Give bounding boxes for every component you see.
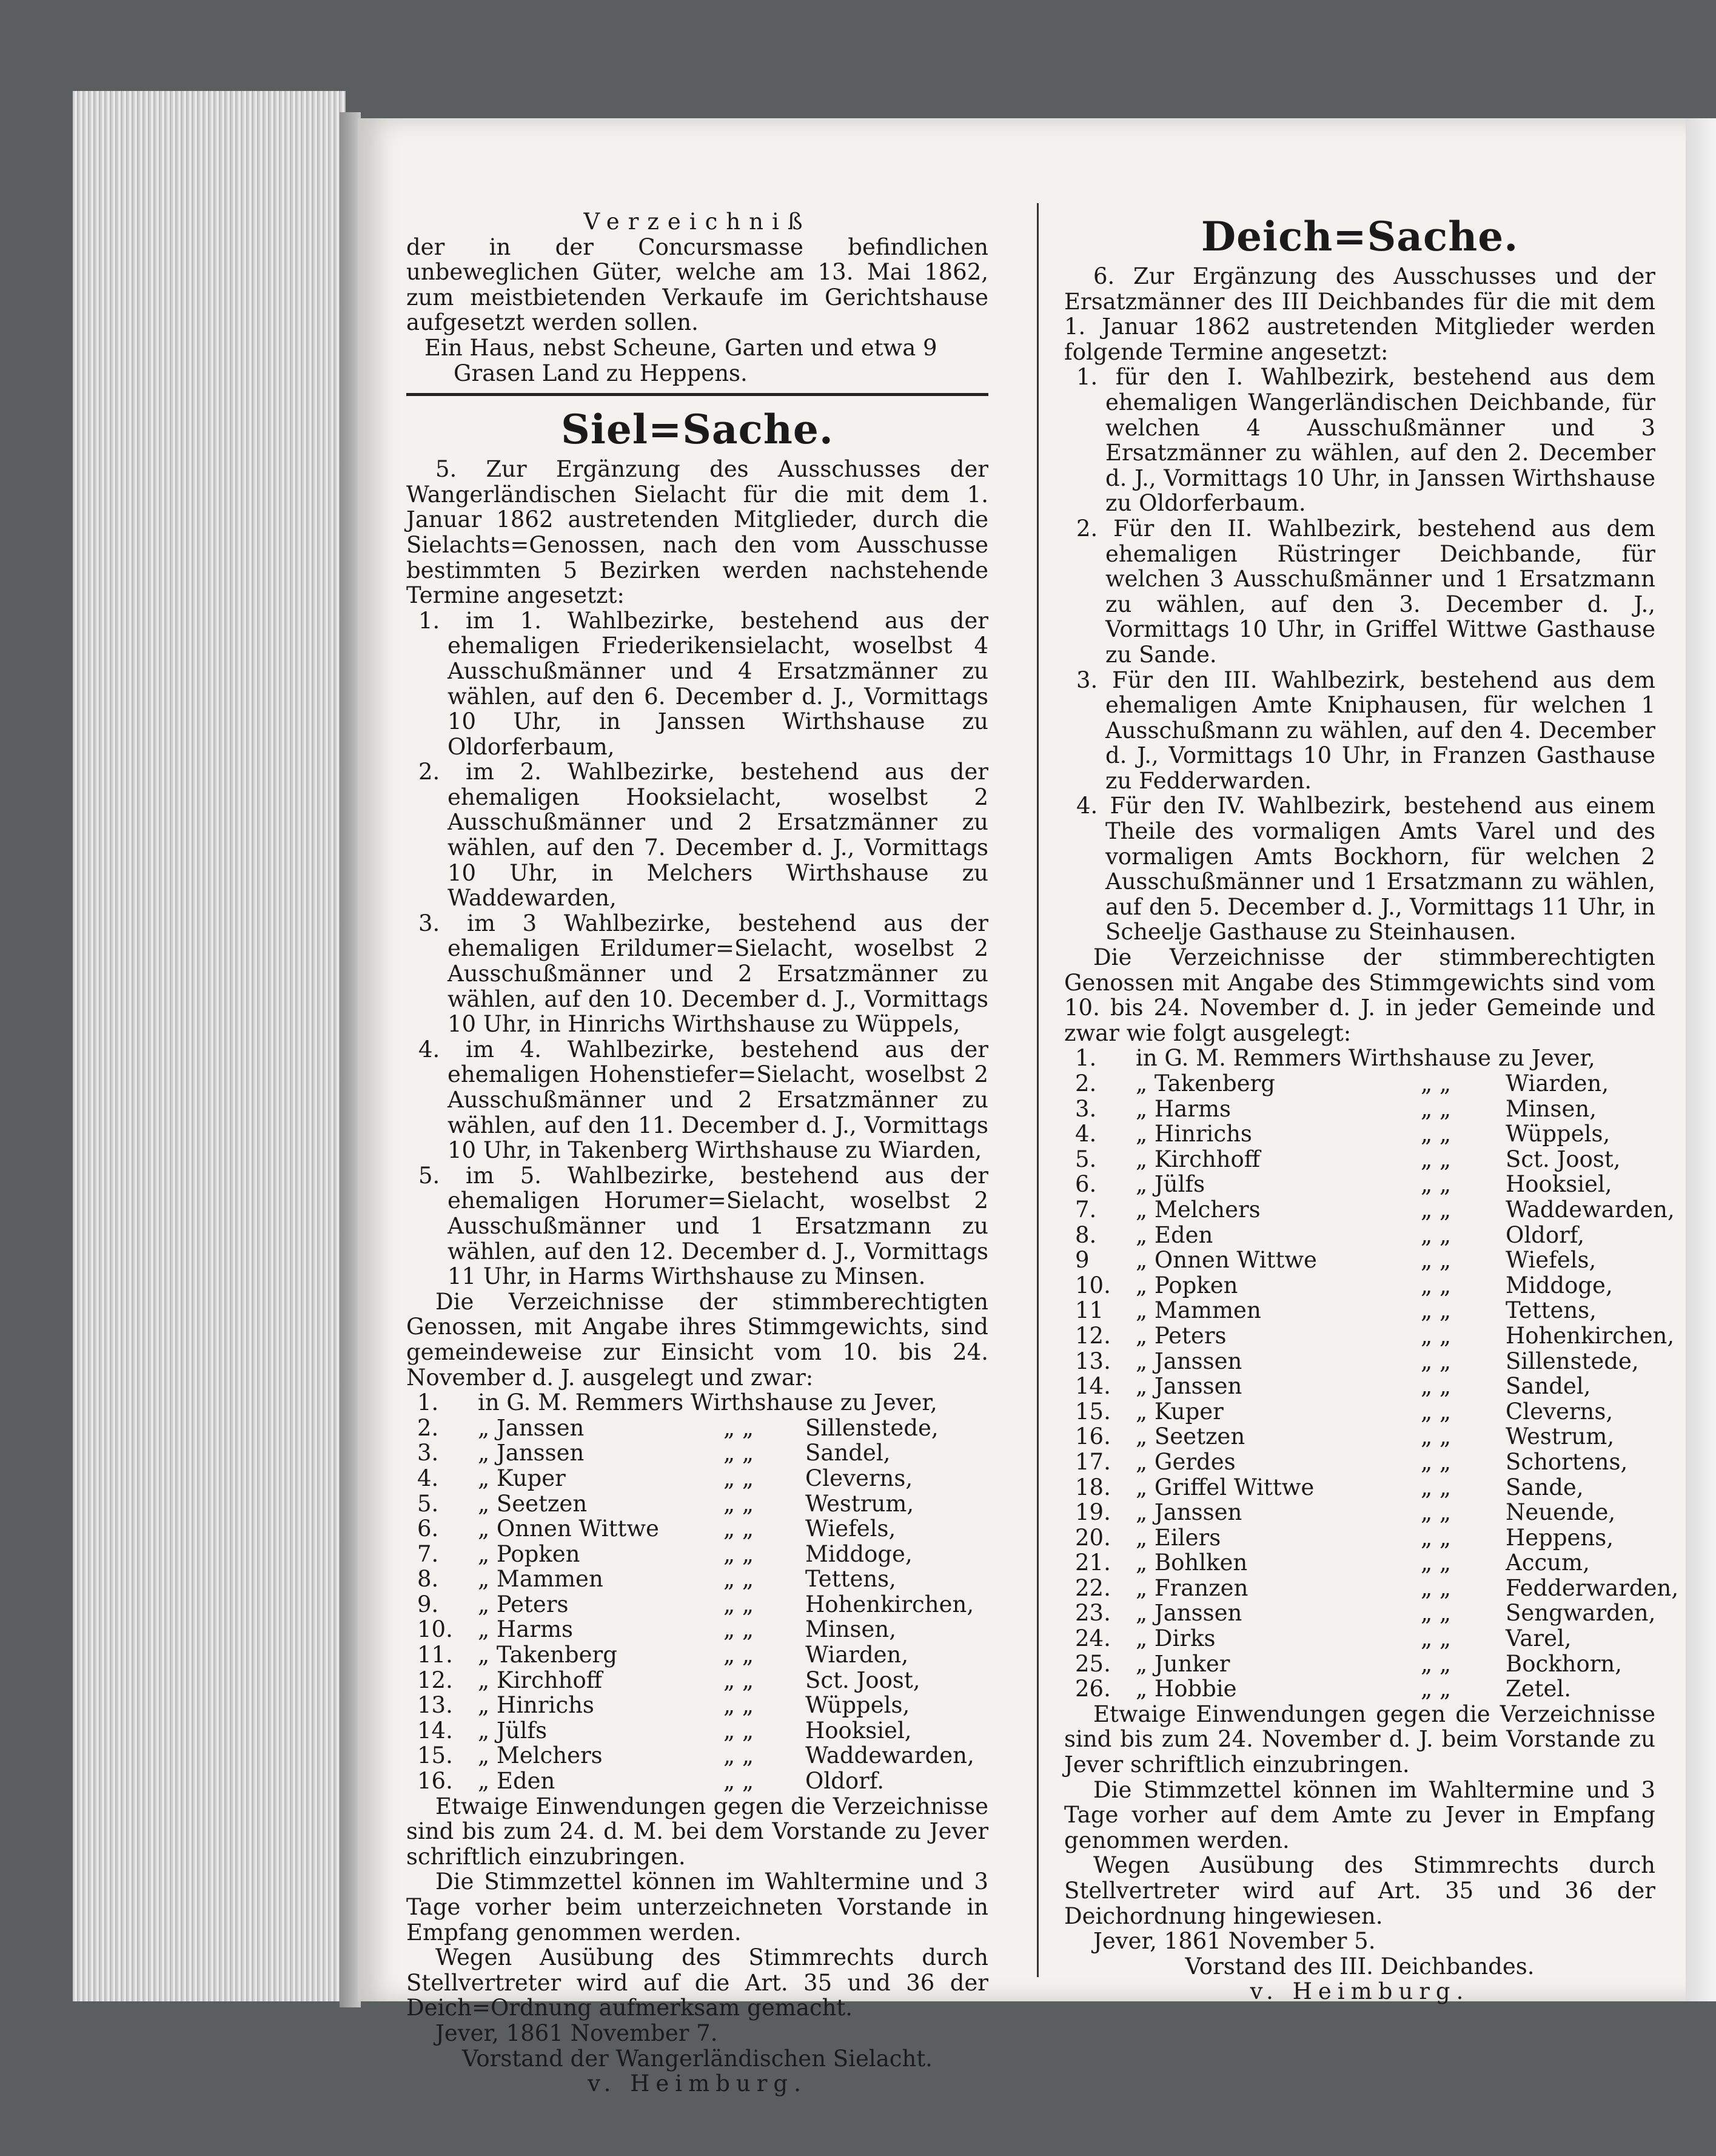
list-place: Fedderwarden, — [1506, 1574, 1679, 1601]
list-host-name: „ Kuper — [478, 1465, 566, 1491]
list-host-name: „ Peters — [478, 1591, 569, 1617]
siel-dateline: Jever, 1861 November 7. — [435, 2020, 718, 2046]
verzeichnis-item: Ein Haus, nebst Scheune, Garten und etwa 9 Grasen Land zu Heppens. — [424, 334, 937, 386]
list-place: Zetel. — [1506, 1676, 1571, 1702]
list-number: 8. — [1075, 1221, 1097, 1248]
deich-dateline: Jever, 1861 November 5. — [1093, 1928, 1376, 1955]
list-ditto: „ „ — [723, 1616, 754, 1643]
list-host-name: „ Popken — [1136, 1272, 1238, 1298]
deich-term-2: 2. Für den II. Wahlbezirk, bestehend aus dem ehemaligen Rüstringer Deichbande, für welchen 3 Ausschußmänner und 1 Ersatzmann zu wählen, auf den 3. December d. J., Vormittags 10 Uhr, in Griffel Wittwe Gasthause zu Sande. — [1076, 515, 1655, 668]
list-place: Wiarden, — [805, 1642, 909, 1668]
verzeichnis-body: der in der Concursmasse befindlichen unbeweglichen Güter, welche am 13. Mai 1862, zum meistbietenden Verkaufe im Gerichtshause aufgesetzt werden sollen. — [406, 233, 988, 336]
list-ditto: „ „ — [1420, 1676, 1452, 1702]
list-place: Wiarden, — [1506, 1070, 1609, 1096]
list-number: 15. — [417, 1742, 453, 1769]
list-place: Wüppels, — [1506, 1121, 1610, 1147]
list-number: 5. — [1075, 1146, 1097, 1172]
list-number: 12. — [1075, 1322, 1111, 1349]
list-host-name: „ Kirchhoff — [1136, 1146, 1261, 1172]
list-host-name: „ Janssen — [1136, 1499, 1242, 1526]
list-number: 3. — [1075, 1095, 1097, 1122]
list-place: Schortens, — [1506, 1448, 1628, 1475]
siel-location-list — [406, 1390, 988, 1794]
list-place: Oldorf, — [1506, 1221, 1584, 1248]
list-ditto: „ „ — [1420, 1373, 1452, 1400]
list-number: 2. — [417, 1414, 439, 1441]
deich-ballots: Die Stimmzettel können im Wahltermine und 3 Tage vorher auf dem Amte zu Jever in Empfang genommen werden. — [1064, 1776, 1655, 1853]
siel-term-4: 4. im 4. Wahlbezirke, bestehend aus der ehemaligen Hohenstiefer=Sielacht, woselbst 2 Ausschußmänner und 2 Ersatzmänner zu wählen, auf den 11. December d. J., Vormittags 10 Uhr, in Takenberg Wirthshause zu Wiarden, — [418, 1036, 988, 1164]
list-host-name: „ Hinrichs — [1136, 1121, 1252, 1147]
list-place: Sct. Joost, — [1506, 1146, 1621, 1172]
list-ditto: „ „ — [1420, 1070, 1452, 1096]
list-host-name: „ Popken — [478, 1540, 580, 1567]
list-number: 10. — [417, 1616, 453, 1643]
list-ditto: „ „ — [723, 1742, 754, 1769]
list-host-name: „ Mammen — [478, 1566, 603, 1593]
list-number: 14. — [1075, 1373, 1111, 1400]
list-host-name: „ Mammen — [1136, 1297, 1261, 1324]
deich-intro: 6. Zur Ergänzung des Ausschusses und der Ersatzmänner des III Deichbandes für die mit dem 1. Januar 1862 austretenden Mitglieder werden folgende Termine angesetzt: — [1064, 263, 1655, 365]
list-host-name: „ Griffel Wittwe — [1136, 1474, 1315, 1500]
list-number: 3. — [417, 1440, 439, 1466]
list-number: 25. — [1075, 1650, 1111, 1677]
list-number: 17. — [1075, 1448, 1111, 1475]
list-number: 7. — [1075, 1196, 1097, 1223]
siel-ballots: Die Stimmzettel können im Wahltermine und 3 Tage vorher beim unterzeichneten Vorstande in Empfang genommen werden. — [406, 1869, 988, 1946]
list-number: 15. — [1075, 1398, 1111, 1425]
list-host-name: „ Junker — [1136, 1650, 1230, 1677]
list-host-name: „ Seetzen — [478, 1490, 588, 1517]
right-column — [1064, 209, 1679, 2005]
list-ditto: „ „ — [1420, 1398, 1452, 1425]
list-place: Varel, — [1506, 1625, 1572, 1652]
list-number: 12. — [417, 1667, 453, 1693]
list-host-name: „ Jülfs — [478, 1717, 548, 1744]
list-place: Sandel, — [805, 1440, 891, 1466]
list-number: 11 — [1075, 1297, 1104, 1324]
list-host-name: „ Onnen Wittwe — [478, 1516, 659, 1542]
list-number: 21. — [1075, 1550, 1111, 1576]
siel-intro: 5. Zur Ergänzung des Ausschusses der Wangerländischen Sielacht für die mit dem 1. Januar 1862 austretenden Mitglieder, durch die Sielachts=Genossen, nach den vom Ausschusse bestimmten 5 Bezirken werden nachstehende Termine angesetzt: — [406, 456, 988, 609]
list-place: Hooksiel, — [805, 1717, 912, 1744]
deich-term-4: 4. Für den IV. Wahlbezirk, bestehend aus einem Theile des vormaligen Amts Varel und des vormaligen Amts Bockhorn, für welchen 2 Ausschußmänner und 1 Ersatzmann zu wählen, auf den 5. December d. J., Vormittags 11 Uhr, in Scheelje Gasthause zu Steinhausen. — [1076, 793, 1655, 945]
list-host-name: „ Gerdes — [1136, 1448, 1236, 1475]
list-ditto: „ „ — [1420, 1423, 1452, 1450]
list-number: 16. — [417, 1768, 453, 1795]
list-number: 13. — [1075, 1348, 1111, 1374]
list-number: 1. — [417, 1389, 439, 1416]
list-host-name: „ Kirchhoff — [478, 1667, 603, 1693]
list-place: Wiefels, — [1506, 1247, 1597, 1274]
list-ditto: „ „ — [1420, 1524, 1452, 1551]
list-place: Cleverns, — [805, 1465, 913, 1491]
list-number: 24. — [1075, 1625, 1111, 1652]
list-host-name: „ Eden — [1136, 1221, 1213, 1248]
list-ditto: „ „ — [723, 1591, 754, 1617]
list-place: Accum, — [1506, 1550, 1590, 1576]
list-ditto: „ „ — [1420, 1600, 1452, 1627]
list-ditto: „ „ — [1420, 1322, 1452, 1349]
list-number: 9 — [1075, 1247, 1090, 1274]
deich-objections: Etwaige Einwendungen gegen die Verzeichnisse sind bis zum 24. November d. J. beim Vorstande zu Jever schriftlich einzubringen. — [1064, 1701, 1655, 1778]
list-number: 4. — [417, 1465, 439, 1491]
list-place: Hooksiel, — [1506, 1171, 1612, 1198]
list-first-entry: in G. M. Remmers Wirthshause zu Jever, — [478, 1389, 937, 1416]
list-ditto: „ „ — [1420, 1221, 1452, 1248]
list-place: Tettens, — [805, 1566, 896, 1593]
list-host-name: „ Harms — [478, 1616, 574, 1643]
list-number: 11. — [417, 1642, 453, 1668]
list-ditto: „ „ — [1420, 1448, 1452, 1475]
list-ditto: „ „ — [723, 1414, 754, 1441]
list-host-name: „ Melchers — [478, 1742, 603, 1769]
list-place: Sillenstede, — [1506, 1348, 1639, 1374]
left-column — [406, 209, 988, 2097]
siel-sache-heading: Siel=Sache. — [561, 406, 834, 454]
list-place: Wüppels, — [805, 1692, 910, 1719]
siel-proxy: Wegen Ausübung des Stimmrechts durch Stellvertreter wird auf die Art. 35 und 36 der Deich=Ordnung aufmerksam gemacht. — [406, 1944, 988, 2021]
list-host-name: „ Takenberg — [478, 1642, 617, 1668]
list-ditto: „ „ — [1420, 1196, 1452, 1223]
list-number: 18. — [1075, 1474, 1111, 1500]
list-place: Wiefels, — [805, 1516, 896, 1542]
list-ditto: „ „ — [723, 1768, 754, 1795]
deich-signature: v. Heimburg. — [1250, 1978, 1470, 2005]
list-host-name: „ Janssen — [478, 1440, 585, 1466]
list-host-name: „ Takenberg — [1136, 1070, 1275, 1096]
list-host-name: „ Janssen — [1136, 1600, 1242, 1627]
list-place: Heppens, — [1506, 1524, 1614, 1551]
list-place: Sengwarden, — [1506, 1600, 1656, 1627]
deich-location-list — [1064, 1045, 1679, 1702]
list-number: 6. — [417, 1516, 439, 1542]
list-ditto: „ „ — [1420, 1095, 1452, 1122]
page-stack-edge — [73, 91, 346, 2001]
list-place: Westrum, — [805, 1490, 914, 1517]
list-place: Sct. Joost, — [805, 1667, 920, 1693]
list-host-name: „ Peters — [1136, 1322, 1227, 1349]
list-ditto: „ „ — [1420, 1297, 1452, 1324]
list-host-name: „ Franzen — [1136, 1574, 1248, 1601]
deich-sache-heading: Deich=Sache. — [1201, 213, 1519, 260]
list-ditto: „ „ — [1420, 1146, 1452, 1172]
list-host-name: „ Hobbie — [1136, 1676, 1237, 1702]
verzeichnis-title: Verzeichniß — [583, 209, 811, 235]
list-number: 26. — [1075, 1676, 1111, 1702]
list-first-entry: in G. M. Remmers Wirthshause zu Jever, — [1136, 1045, 1595, 1072]
list-ditto: „ „ — [723, 1566, 754, 1593]
list-ditto: „ „ — [1420, 1625, 1452, 1652]
list-number: 8. — [417, 1566, 439, 1593]
list-ditto: „ „ — [1420, 1574, 1452, 1601]
list-ditto: „ „ — [723, 1516, 754, 1542]
list-place: Cleverns, — [1506, 1398, 1614, 1425]
list-number: 10. — [1075, 1272, 1111, 1298]
list-number: 14. — [417, 1717, 453, 1744]
list-ditto: „ „ — [723, 1667, 754, 1693]
list-place: Westrum, — [1506, 1423, 1615, 1450]
facing-page-edge — [1686, 118, 1716, 2001]
list-place: Bockhorn, — [1506, 1650, 1622, 1677]
list-place: Waddewarden, — [805, 1742, 974, 1769]
list-place: Minsen, — [805, 1616, 897, 1643]
list-number: 20. — [1075, 1524, 1111, 1551]
list-ditto: „ „ — [1420, 1499, 1452, 1526]
list-number: 4. — [1075, 1121, 1097, 1147]
list-number: 1. — [1075, 1045, 1097, 1072]
list-host-name: „ Eilers — [1136, 1524, 1221, 1551]
deich-proxy: Wegen Ausübung des Stimmrechts durch Stellvertreter wird auf Art. 35 und 36 der Deichordnung hingewiesen. — [1064, 1852, 1655, 1929]
list-place: Sandel, — [1506, 1373, 1591, 1400]
siel-board: Vorstand der Wangerländischen Sielacht. — [462, 2045, 933, 2072]
siel-objections: Etwaige Einwendungen gegen die Verzeichnisse sind bis zum 24. d. M. bei dem Vorstande zu Jever schriftlich einzubringen. — [406, 1793, 988, 1870]
list-ditto: „ „ — [1420, 1247, 1452, 1274]
siel-term-3: 3. im 3 Wahlbezirke, bestehend aus der ehemaligen Erildumer=Sielacht, woselbst 2 Ausschußmänner und 2 Ersatzmänner zu wählen, auf den 10. December d. J., Vormittags 10 Uhr, in Hinrichs Wirthshause zu Wüppels, — [418, 910, 988, 1038]
list-ditto: „ „ — [1420, 1650, 1452, 1677]
list-place: Hohenkirchen, — [805, 1591, 974, 1617]
list-number: 16. — [1075, 1423, 1111, 1450]
list-ditto: „ „ — [1420, 1171, 1452, 1198]
list-ditto: „ „ — [723, 1440, 754, 1466]
list-place: Middoge, — [1506, 1272, 1613, 1298]
list-number: 6. — [1075, 1171, 1097, 1198]
list-host-name: „ Dirks — [1136, 1625, 1216, 1652]
list-ditto: „ „ — [723, 1692, 754, 1719]
list-number: 19. — [1075, 1499, 1111, 1526]
list-ditto: „ „ — [1420, 1272, 1452, 1298]
list-ditto: „ „ — [1420, 1474, 1452, 1500]
deich-board: Vorstand des III. Deichbandes. — [1185, 1953, 1535, 1980]
list-host-name: „ Eden — [478, 1768, 555, 1795]
list-place: Tettens, — [1506, 1297, 1597, 1324]
list-ditto: „ „ — [723, 1490, 754, 1517]
list-host-name: „ Janssen — [1136, 1348, 1242, 1374]
list-ditto: „ „ — [1420, 1550, 1452, 1576]
list-number: 13. — [417, 1692, 453, 1719]
siel-list-intro: Die Verzeichnisse der stimmberechtigten Genossen, mit Angabe ihres Stimmgewichts, sind gemeindeweise zur Einsicht vom 10. bis 24. November d. J. ausgelegt und zwar: — [406, 1288, 988, 1391]
list-ditto: „ „ — [1420, 1348, 1452, 1374]
list-number: 22. — [1075, 1574, 1111, 1601]
siel-term-1: 1. im 1. Wahlbezirke, bestehend aus der ehemaligen Friederikensielacht, woselbst 4 Ausschußmänner und 4 Ersatzmänner zu wählen, auf den 6. December d. J., Vormittags 10 Uhr, in Janssen Wirthshause zu Oldorferbaum, — [418, 607, 988, 760]
list-ditto: „ „ — [723, 1465, 754, 1491]
siel-signature: v. Heimburg. — [588, 2070, 807, 2097]
list-ditto: „ „ — [1420, 1121, 1452, 1147]
list-place: Oldorf. — [805, 1768, 884, 1795]
list-host-name: „ Harms — [1136, 1095, 1232, 1122]
siel-term-2: 2. im 2. Wahlbezirke, bestehend aus der ehemaligen Hooksielacht, woselbst 2 Ausschußmänner und 2 Ersatzmänner zu wählen, auf den 7. December d. J., Vormittags 10 Uhr, in Melchers Wirthshause zu Waddewarden, — [418, 759, 988, 912]
list-place: Middoge, — [805, 1540, 913, 1567]
list-number: 2. — [1075, 1070, 1097, 1096]
list-place: Sande, — [1506, 1474, 1584, 1500]
deich-term-1: 1. für den I. Wahlbezirk, bestehend aus dem ehemaligen Wangerländischen Deichbande, für welchen 4 Ausschußmänner und 3 Ersatzmänner zu wählen, auf den 2. December d. J., Vormittags 10 Uhr, in Janssen Wirthshause zu Oldorferbaum. — [1076, 364, 1655, 517]
section-rule — [406, 393, 988, 396]
list-place: Hohenkirchen, — [1506, 1322, 1675, 1349]
list-ditto: „ „ — [723, 1717, 754, 1744]
list-number: 9. — [417, 1591, 439, 1617]
list-place: Minsen, — [1506, 1095, 1597, 1122]
list-place: Waddewarden, — [1506, 1196, 1675, 1223]
list-host-name: „ Seetzen — [1136, 1423, 1245, 1450]
list-host-name: „ Janssen — [1136, 1373, 1242, 1400]
list-number: 7. — [417, 1540, 439, 1567]
column-divider — [1037, 203, 1039, 1977]
list-ditto: „ „ — [723, 1642, 754, 1668]
list-number: 5. — [417, 1490, 439, 1517]
list-host-name: „ Melchers — [1136, 1196, 1261, 1223]
list-number: 23. — [1075, 1600, 1111, 1627]
deich-term-3: 3. Für den III. Wahlbezirk, bestehend aus dem ehemaligen Amte Kniphausen, für welchen 1 Ausschußmann zu wählen, auf den 4. December d. J., Vormittags 10 Uhr, in Franzen Gasthause zu Fedderwarden. — [1076, 667, 1655, 794]
list-host-name: „ Bohlken — [1136, 1550, 1248, 1576]
list-host-name: „ Kuper — [1136, 1398, 1224, 1425]
list-host-name: „ Onnen Wittwe — [1136, 1247, 1317, 1274]
deich-list-intro: Die Verzeichnisse der stimmberechtigten Genossen mit Angabe des Stimmgewichts sind vom 10. bis 24. November d. J. in jeder Gemeinde und zwar wie folgt ausgelegt: — [1064, 944, 1655, 1046]
list-place: Sillenstede, — [805, 1414, 939, 1441]
list-place: Neuende, — [1506, 1499, 1616, 1526]
list-host-name: „ Jülfs — [1136, 1171, 1205, 1198]
list-ditto: „ „ — [723, 1540, 754, 1567]
siel-term-5: 5. im 5. Wahlbezirke, bestehend aus der ehemaligen Horumer=Sielacht, woselbst 2 Ausschußmänner und 1 Ersatzmann zu wählen, auf den 12. December d. J., Vormittags 11 Uhr, in Harms Wirthshause zu Minsen. — [418, 1162, 988, 1290]
list-host-name: „ Hinrichs — [478, 1692, 594, 1719]
list-host-name: „ Janssen — [478, 1414, 585, 1441]
